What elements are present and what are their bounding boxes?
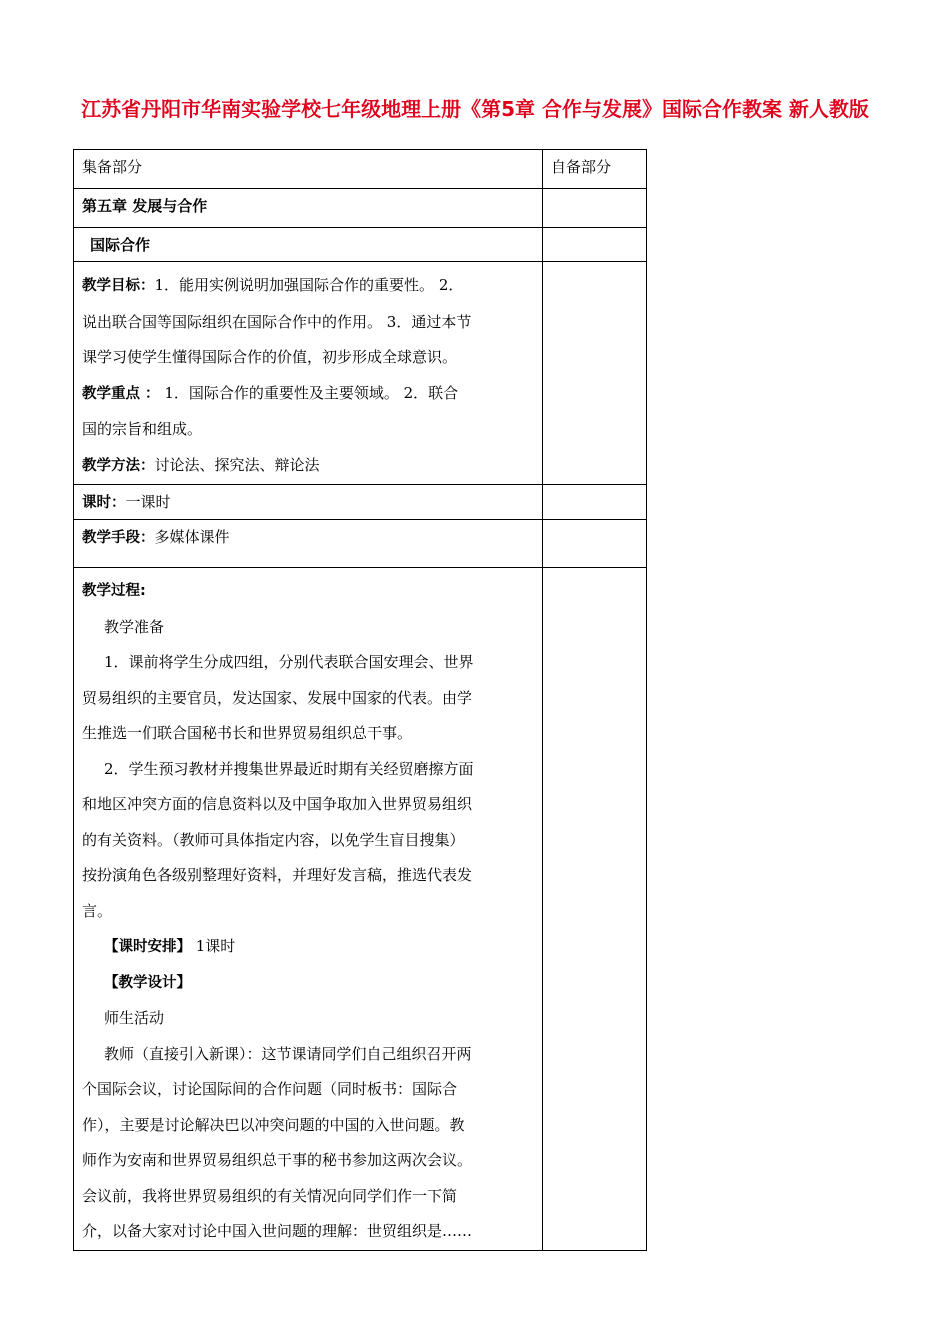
process-cell — [74, 568, 543, 1251]
schedule-value: 1课时 — [191, 937, 236, 955]
header-left: 集备部分 — [74, 150, 543, 189]
empty-cell — [543, 228, 647, 262]
goals-line: 说出联合国等国际组织在国际合作中的作用。 3．通过本节 — [82, 312, 472, 331]
goals-line: 1．能用实例说明加强国际合作的重要性。 2． — [154, 276, 464, 294]
means-row — [74, 520, 647, 568]
hours-value: 一课时 — [125, 493, 171, 511]
activity-heading: 师生活动 — [104, 1009, 165, 1027]
process-line: 教师（直接引入新课）：这节课请同学们自己组织召开两 — [104, 1044, 472, 1063]
section-title: 国际合作 — [74, 228, 543, 262]
means-cell — [74, 520, 543, 568]
hours-cell — [74, 485, 543, 520]
means-label: 教学手段： — [82, 530, 155, 546]
goals-row — [74, 262, 647, 485]
methods-label: 教学方法： — [82, 457, 155, 474]
process-line: 生推选一们联合国秘书长和世界贸易组织总干事。 — [82, 724, 413, 742]
means-value: 多媒体课件 — [154, 528, 230, 546]
hours-label: 课时： — [82, 495, 126, 511]
process-line: 1．课前将学生分成四组，分别代表联合国安理会、世界 — [104, 653, 474, 671]
empty-cell — [543, 520, 647, 568]
process-row — [74, 568, 647, 1251]
key-points-line: 1．国际合作的重要性及主要领域。 2．联合 — [159, 383, 459, 402]
design-label: 【教学设计】 — [104, 974, 191, 991]
process-line: 介，以备大家对讨论中国入世问题的理解：世贸组织是…… — [82, 1222, 473, 1240]
goals-cell — [74, 262, 543, 485]
process-line: 的有关资料。（教师可具体指定内容，以免学生盲目搜集） — [82, 830, 465, 849]
key-points-label: 教学重点 ： — [82, 385, 160, 402]
process-label: 教学过程: — [82, 583, 146, 599]
goals-label: 教学目标： — [82, 278, 155, 294]
process-line: 贸易组织的主要官员，发达国家、发展中国家的代表。由学 — [82, 688, 473, 707]
process-prep: 教学准备 — [104, 617, 165, 636]
empty-cell — [543, 189, 647, 228]
document-title: 江苏省丹阳市华南实验学校七年级地理上册《第5章 合作与发展》国际合作教案 新人教版 — [81, 97, 869, 121]
section-row — [74, 228, 647, 262]
process-line: 和地区冲突方面的信息资料以及中国争取加入世界贸易组织 — [82, 795, 473, 813]
process-line: 会议前，我将世界贸易组织的有关情况向同学们作一下简 — [82, 1186, 458, 1205]
empty-cell — [543, 485, 647, 520]
chapter-title: 第五章 发展与合作 — [74, 189, 543, 228]
chapter-row — [74, 189, 647, 228]
hours-row — [74, 485, 647, 520]
process-line: 2．学生预习教材并搜集世界最近时期有关经贸磨擦方面 — [104, 759, 474, 778]
process-line: 作），主要是讨论解决巴以冲突问题的中国的入世问题。教 — [82, 1115, 465, 1134]
empty-cell — [543, 568, 647, 1251]
key-points-line: 国的宗旨和组成。 — [82, 420, 203, 438]
process-line: 按扮演角色各级别整理好资料，并理好发言稿，推选代表发 — [82, 866, 473, 884]
empty-cell — [543, 262, 647, 485]
process-line: 言。 — [82, 901, 113, 920]
header-right: 自备部分 — [543, 150, 647, 189]
lesson-plan-table — [73, 149, 647, 1251]
header-row — [74, 150, 647, 189]
schedule-label: 【课时安排】 — [104, 939, 191, 955]
process-line: 师作为安南和世界贸易组织总干事的秘书参加这两次会议。 — [82, 1151, 473, 1169]
goals-line: 课学习使学生懂得国际合作的价值，初步形成全球意识。 — [82, 348, 458, 366]
process-line: 个国际会议，讨论国际间的合作问题（同时板书：国际合 — [82, 1080, 458, 1098]
methods-value: 讨论法、探究法、辩论法 — [154, 455, 320, 474]
